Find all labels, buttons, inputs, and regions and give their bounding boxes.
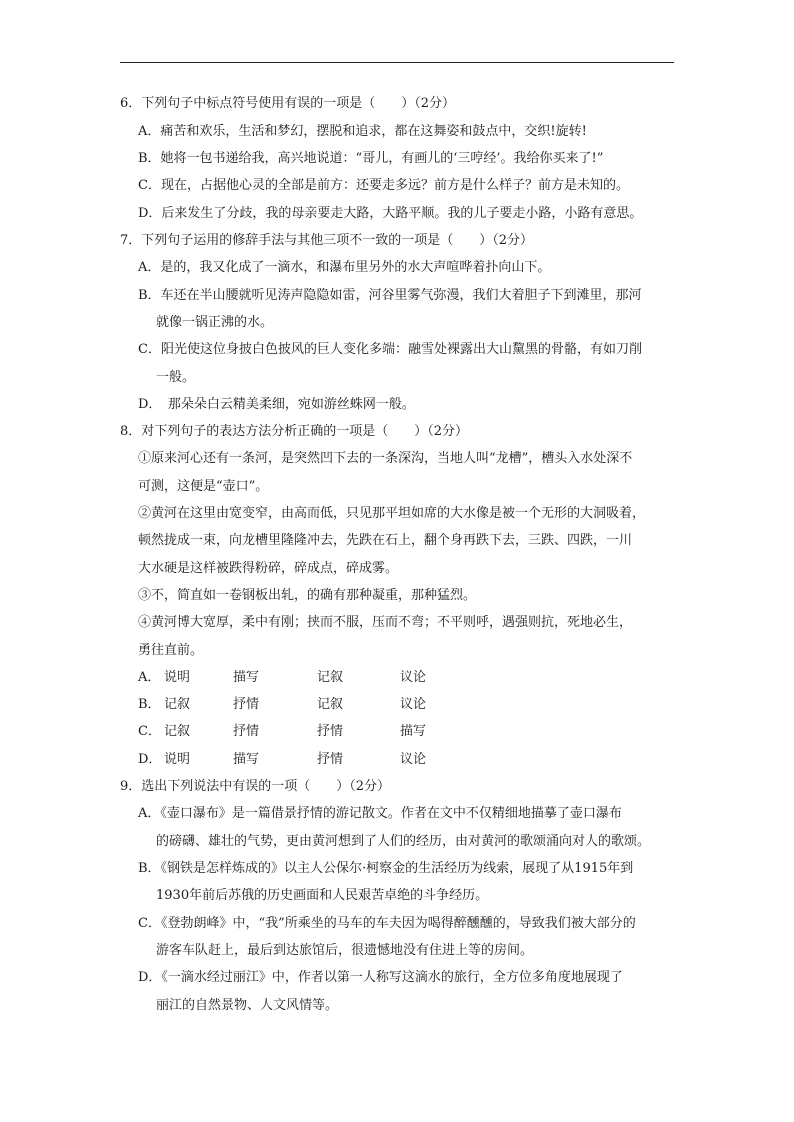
- option-cell: 描写: [233, 752, 260, 767]
- option-cell: 抒情: [317, 724, 344, 739]
- option-letter: A．: [138, 670, 161, 685]
- option-cell: 议论: [400, 697, 427, 712]
- q9-option-b: B．《钢铁是怎样炼成的》以主人公保尔·柯察金的生活经历为线索，展现了从1915年到: [138, 861, 634, 876]
- q8-sentence-3: ③不，简直如一卷钢板出轧，的确有那种凝重，那种猛烈。: [138, 588, 477, 603]
- option-cell: 抒情: [233, 697, 260, 712]
- option-cell: 议论: [400, 752, 427, 767]
- option-cell: 记叙: [317, 697, 344, 712]
- q8-sentence-4: ④黄河博大宽厚，柔中有刚；挟而不服，压而不弯；不平则呼，遇强则抗，死地必生，: [138, 615, 633, 630]
- q7-option-d: D． 那朵朵白云精美柔细，宛如游丝蛛网一般。: [138, 397, 415, 412]
- q9-option-c: C．《登勃朗峰》中，“我”所乘坐的马车的车夫因为喝得醉醺醺的，导致我们被大部分的: [138, 916, 636, 931]
- q8-sentence-2-cont2: 大水硬是这样被跌得粉碎，碎成点，碎成雾。: [138, 561, 399, 576]
- option-letter: B．: [138, 697, 161, 712]
- q6-option-d: D．后来发生了分歧，我的母亲要走大路，大路平顺。我的儿子要走小路，小路有意思。: [138, 206, 643, 221]
- q7-option-b: B．车还在半山腰就听见涛声隐隐如雷，河谷里雾气弥漫，我们大着胆子下到滩里，那河: [138, 288, 642, 303]
- q8-sentence-1: ①原来河心还有一条河，是突然凹下去的一条深沟，当地人叫“龙槽”，槽头入水处深不: [138, 451, 633, 466]
- option-cell: 记叙: [164, 697, 191, 712]
- q8-sentence-4-cont: 勇往直前。: [138, 643, 204, 658]
- q9-option-d-cont: 丽江的自然景物、人文风情等。: [156, 998, 339, 1013]
- q9-option-a: A．《壶口瀑布》是一篇借景抒情的游记散文。作者在文中不仅精细地描摹了壶口瀑布: [138, 806, 622, 821]
- q6-option-c: C．现在，占据他心灵的全部是前方：还要走多远？前方是什么样子？前方是未知的。: [138, 178, 629, 193]
- option-letter: D．: [138, 752, 162, 767]
- q8-sentence-2-cont: 顿然拢成一束，向龙槽里隆隆冲去，先跌在石上，翻个身再跌下去，三跌、四跌，一川: [138, 533, 633, 548]
- q9-stem: 9．选出下列说法中有误的一项（ ）（2分）: [120, 779, 391, 794]
- header-rule: [120, 62, 674, 63]
- option-cell: 说明: [164, 752, 191, 767]
- q7-option-c: C．阳光使这位身披白色披风的巨人变化多端：融雪处裸露出大山黧黑的骨骼，有如刀削: [138, 342, 642, 357]
- q8-stem: 8．对下列句子的表达方法分析正确的一项是（ ）（2分）: [120, 424, 469, 439]
- option-cell: 抒情: [317, 752, 344, 767]
- option-cell: 议论: [400, 670, 427, 685]
- option-cell: 抒情: [233, 724, 260, 739]
- q7-option-a: A．是的，我又化成了一滴水，和瀑布里另外的水大声喧哗着扑向山下。: [138, 260, 551, 275]
- option-cell: 记叙: [164, 724, 191, 739]
- q7-stem: 7．下列句子运用的修辞手法与其他三项不一致的一项是（ ）（2分）: [120, 233, 534, 248]
- option-cell: 记叙: [317, 670, 344, 685]
- q7-option-b-cont: 就像一锅正沸的水。: [156, 315, 274, 330]
- option-letter: C．: [138, 724, 161, 739]
- q9-option-d: D．《一滴水经过丽江》中，作者以第一人称写这滴水的旅行，全方位多角度地展现了: [138, 970, 623, 985]
- q9-option-a-cont: 的磅礴、雄壮的气势，更由黄河想到了人们的经历，由对黄河的歌颂涌向对人的歌颂。: [156, 834, 651, 849]
- option-cell: 说明: [164, 670, 191, 685]
- q6-option-b: B．她将一包书递给我，高兴地说道：“哥儿，有画儿的‘三哼经’。我给你买来了!”: [138, 151, 604, 166]
- option-cell: 描写: [233, 670, 260, 685]
- q9-option-c-cont: 游客车队赶上，最后到达旅馆后，很遗憾地没有住进上等的房间。: [156, 943, 534, 958]
- option-cell: 描写: [400, 724, 427, 739]
- q8-sentence-1-cont: 可测，这便是“壶口”。: [138, 479, 269, 494]
- q6-stem: 6．下列句子中标点符号使用有误的一项是（ ）（2分）: [120, 96, 456, 111]
- q8-sentence-2: ②黄河在这里由宽变窄，由高而低，只见那平坦如席的大水像是被一个无形的大洞吸着，: [138, 506, 646, 521]
- q7-option-c-cont: 一般。: [156, 370, 196, 385]
- q6-option-a: A．痛苦和欢乐，生活和梦幻，摆脱和追求，都在这舞姿和鼓点中，交织!旋转!: [138, 124, 587, 139]
- q9-option-b-cont: 1930年前后苏俄的历史画面和人民艰苦卓绝的斗争经历。: [156, 888, 489, 903]
